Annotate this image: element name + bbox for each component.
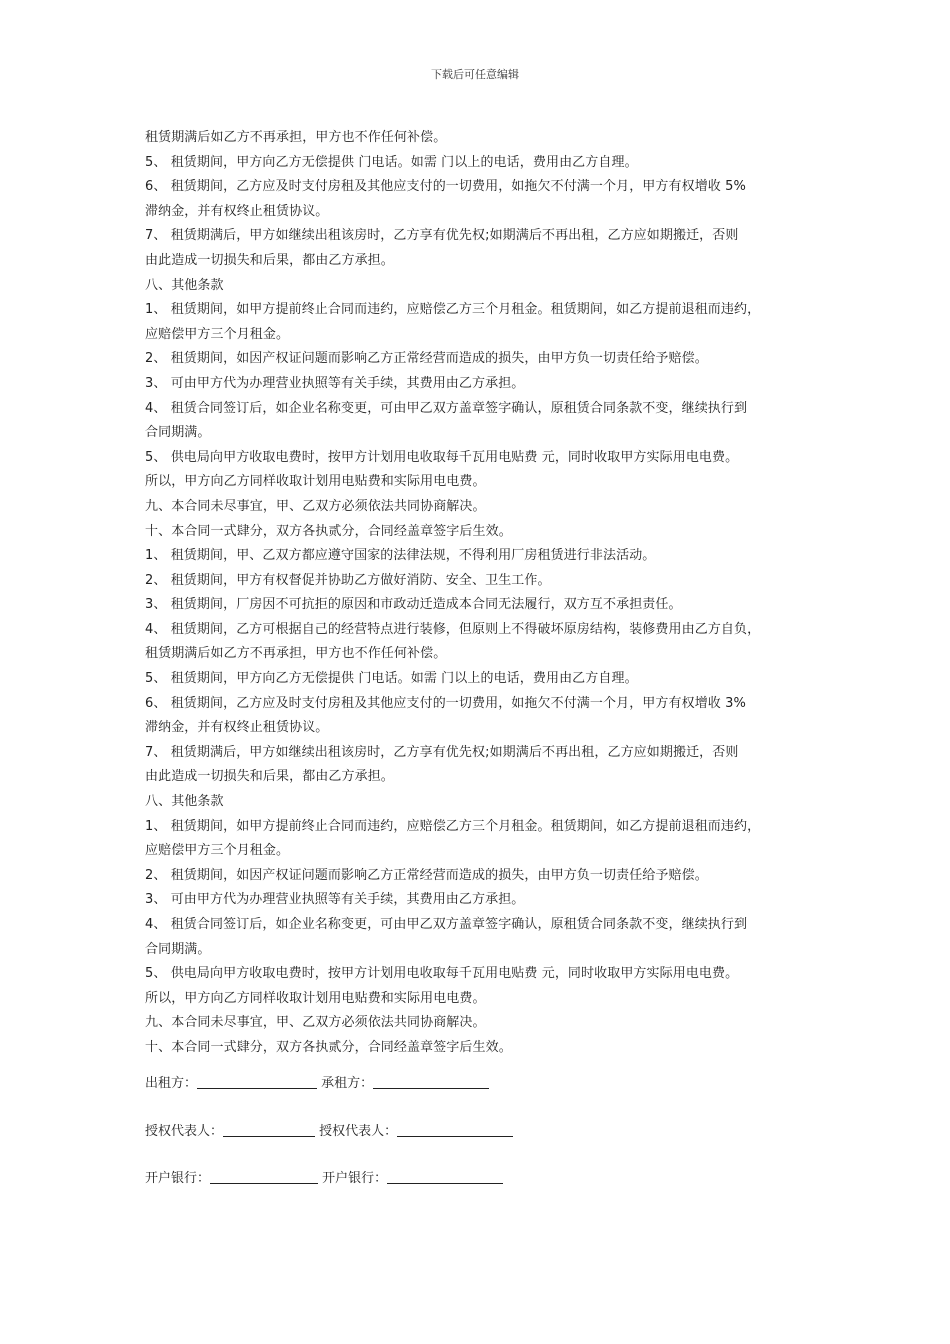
contract-text-line: 租赁期满后如乙方不再承担，甲方也不作任何补偿。: [145, 646, 447, 662]
contract-text-line: 1、 租赁期间，如甲方提前终止合同而违约，应赔偿乙方三个月租金。租赁期间，如乙方提前退租而违约，: [145, 302, 761, 318]
lessee-bank-label: 开户银行：: [322, 1171, 388, 1186]
signature-row-banks: [145, 1169, 503, 1188]
contract-text-line: 4、 租赁期间，乙方可根据自己的经营特点进行装修，但原则上不得破坏原房结构，装修费用由乙方自负，: [145, 621, 761, 637]
contract-text-line: 5、 供电局向甲方收取电费时，按甲方计划用电收取每千瓦用电贴费 元，同时收取甲方实际用电电费。: [145, 449, 739, 465]
lessor-blank: [197, 1074, 317, 1089]
contract-text-line: 八、其他条款: [145, 277, 224, 293]
contract-text-line: 6、 租赁期间，乙方应及时支付房租及其他应支付的一切费用，如拖欠不付满一个月，甲方有权增收 5%: [145, 179, 746, 195]
lessor-bank-blank: [210, 1169, 318, 1184]
contract-text-line: 1、 租赁期间，如甲方提前终止合同而违约，应赔偿乙方三个月租金。租赁期间，如乙方提前退租而违约，: [145, 818, 761, 834]
contract-text-line: 3、 租赁期间，厂房因不可抗拒的原因和市政动迁造成本合同无法履行，双方互不承担责任。: [145, 597, 682, 613]
contract-text-line: 十、本合同一式肆分，双方各执贰分，合同经盖章签字后生效。: [145, 1039, 512, 1055]
contract-text-line: 5、 供电局向甲方收取电费时，按甲方计划用电收取每千瓦用电贴费 元，同时收取甲方实际用电电费。: [145, 966, 739, 982]
contract-text-line: 2、 租赁期间，如因产权证问题而影响乙方正常经营而造成的损失，由甲方负一切责任给予赔偿。: [145, 351, 708, 367]
lessee-label: 承租方：: [321, 1076, 374, 1091]
contract-text-line: 所以，甲方向乙方同样收取计划用电贴费和实际用电电费。: [145, 990, 486, 1006]
lessee-blank: [373, 1074, 489, 1089]
contract-text-line: 应赔偿甲方三个月租金。: [145, 843, 290, 859]
contract-body: [145, 126, 815, 1061]
contract-text-line: 合同期满。: [145, 425, 211, 441]
contract-text-line: 八、其他条款: [145, 794, 224, 810]
lessee-representative-label: 授权代表人：: [319, 1124, 398, 1139]
lessor-bank-label: 开户银行：: [145, 1171, 211, 1186]
contract-text-line: 2、 租赁期间，如因产权证问题而影响乙方正常经营而造成的损失，由甲方负一切责任给予赔偿。: [145, 867, 708, 883]
contract-text-line: 7、 租赁期满后，甲方如继续出租该房时，乙方享有优先权;如期满后不再出租，乙方应如期搬迁，否则: [145, 228, 739, 244]
contract-text-line: 3、 可由甲方代为办理营业执照等有关手续，其费用由乙方承担。: [145, 375, 525, 391]
page-header: 下载后可任意编辑: [431, 68, 519, 81]
lessee-bank-blank: [387, 1169, 503, 1184]
contract-text-line: 由此造成一切损失和后果，都由乙方承担。: [145, 252, 394, 268]
contract-text-line: 4、 租赁合同签订后，如企业名称变更，可由甲乙双方盖章签字确认，原租赁合同条款不变，继续执行到: [145, 400, 748, 416]
contract-text-line: 2、 租赁期间，甲方有权督促并协助乙方做好消防、安全、卫生工作。: [145, 572, 551, 588]
contract-text-line: 3、 可由甲方代为办理营业执照等有关手续，其费用由乙方承担。: [145, 892, 525, 908]
contract-text-line: 1、 租赁期间，甲、乙双方都应遵守国家的法律法规，不得利用厂房租赁进行非法活动。: [145, 548, 656, 564]
contract-text-line: 合同期满。: [145, 941, 211, 957]
contract-text-line: 4、 租赁合同签订后，如企业名称变更，可由甲乙双方盖章签字确认，原租赁合同条款不变，继续执行到: [145, 917, 748, 932]
contract-text-line: 九、本合同未尽事宜，甲、乙双方必须依法共同协商解决。: [145, 498, 486, 514]
lessor-label: 出租方：: [145, 1076, 198, 1091]
contract-text-line: 租赁期满后如乙方不再承担，甲方也不作任何补偿。: [145, 130, 447, 145]
contract-text-line: 九、本合同未尽事宜，甲、乙双方必须依法共同协商解决。: [145, 1015, 486, 1031]
signature-row-parties: [145, 1074, 489, 1093]
contract-text-line: 应赔偿甲方三个月租金。: [145, 326, 290, 342]
contract-text-line: 由此造成一切损失和后果，都由乙方承担。: [145, 769, 394, 785]
contract-text-line: 滞纳金，并有权终止租赁协议。: [145, 720, 329, 736]
contract-text-line: 5、 租赁期间，甲方向乙方无偿提供 门电话。如需 门以上的电话，费用由乙方自理。: [145, 671, 638, 687]
contract-text-line: 5、 租赁期间，甲方向乙方无偿提供 门电话。如需 门以上的电话，费用由乙方自理。: [145, 154, 638, 170]
contract-text-line: 滞纳金，并有权终止租赁协议。: [145, 203, 329, 219]
contract-text-line: 所以，甲方向乙方同样收取计划用电贴费和实际用电电费。: [145, 474, 486, 490]
lessor-representative-label: 授权代表人：: [145, 1124, 224, 1139]
contract-text-line: 7、 租赁期满后，甲方如继续出租该房时，乙方享有优先权;如期满后不再出租，乙方应如期搬迁，否则: [145, 744, 739, 760]
signature-row-representatives: [145, 1122, 513, 1141]
contract-text-line: 十、本合同一式肆分，双方各执贰分，合同经盖章签字后生效。: [145, 523, 512, 539]
lessor-representative-blank: [223, 1122, 315, 1137]
contract-text-line: 6、 租赁期间，乙方应及时支付房租及其他应支付的一切费用，如拖欠不付满一个月，甲方有权增收 3%: [145, 695, 746, 711]
lessee-representative-blank: [397, 1122, 513, 1137]
